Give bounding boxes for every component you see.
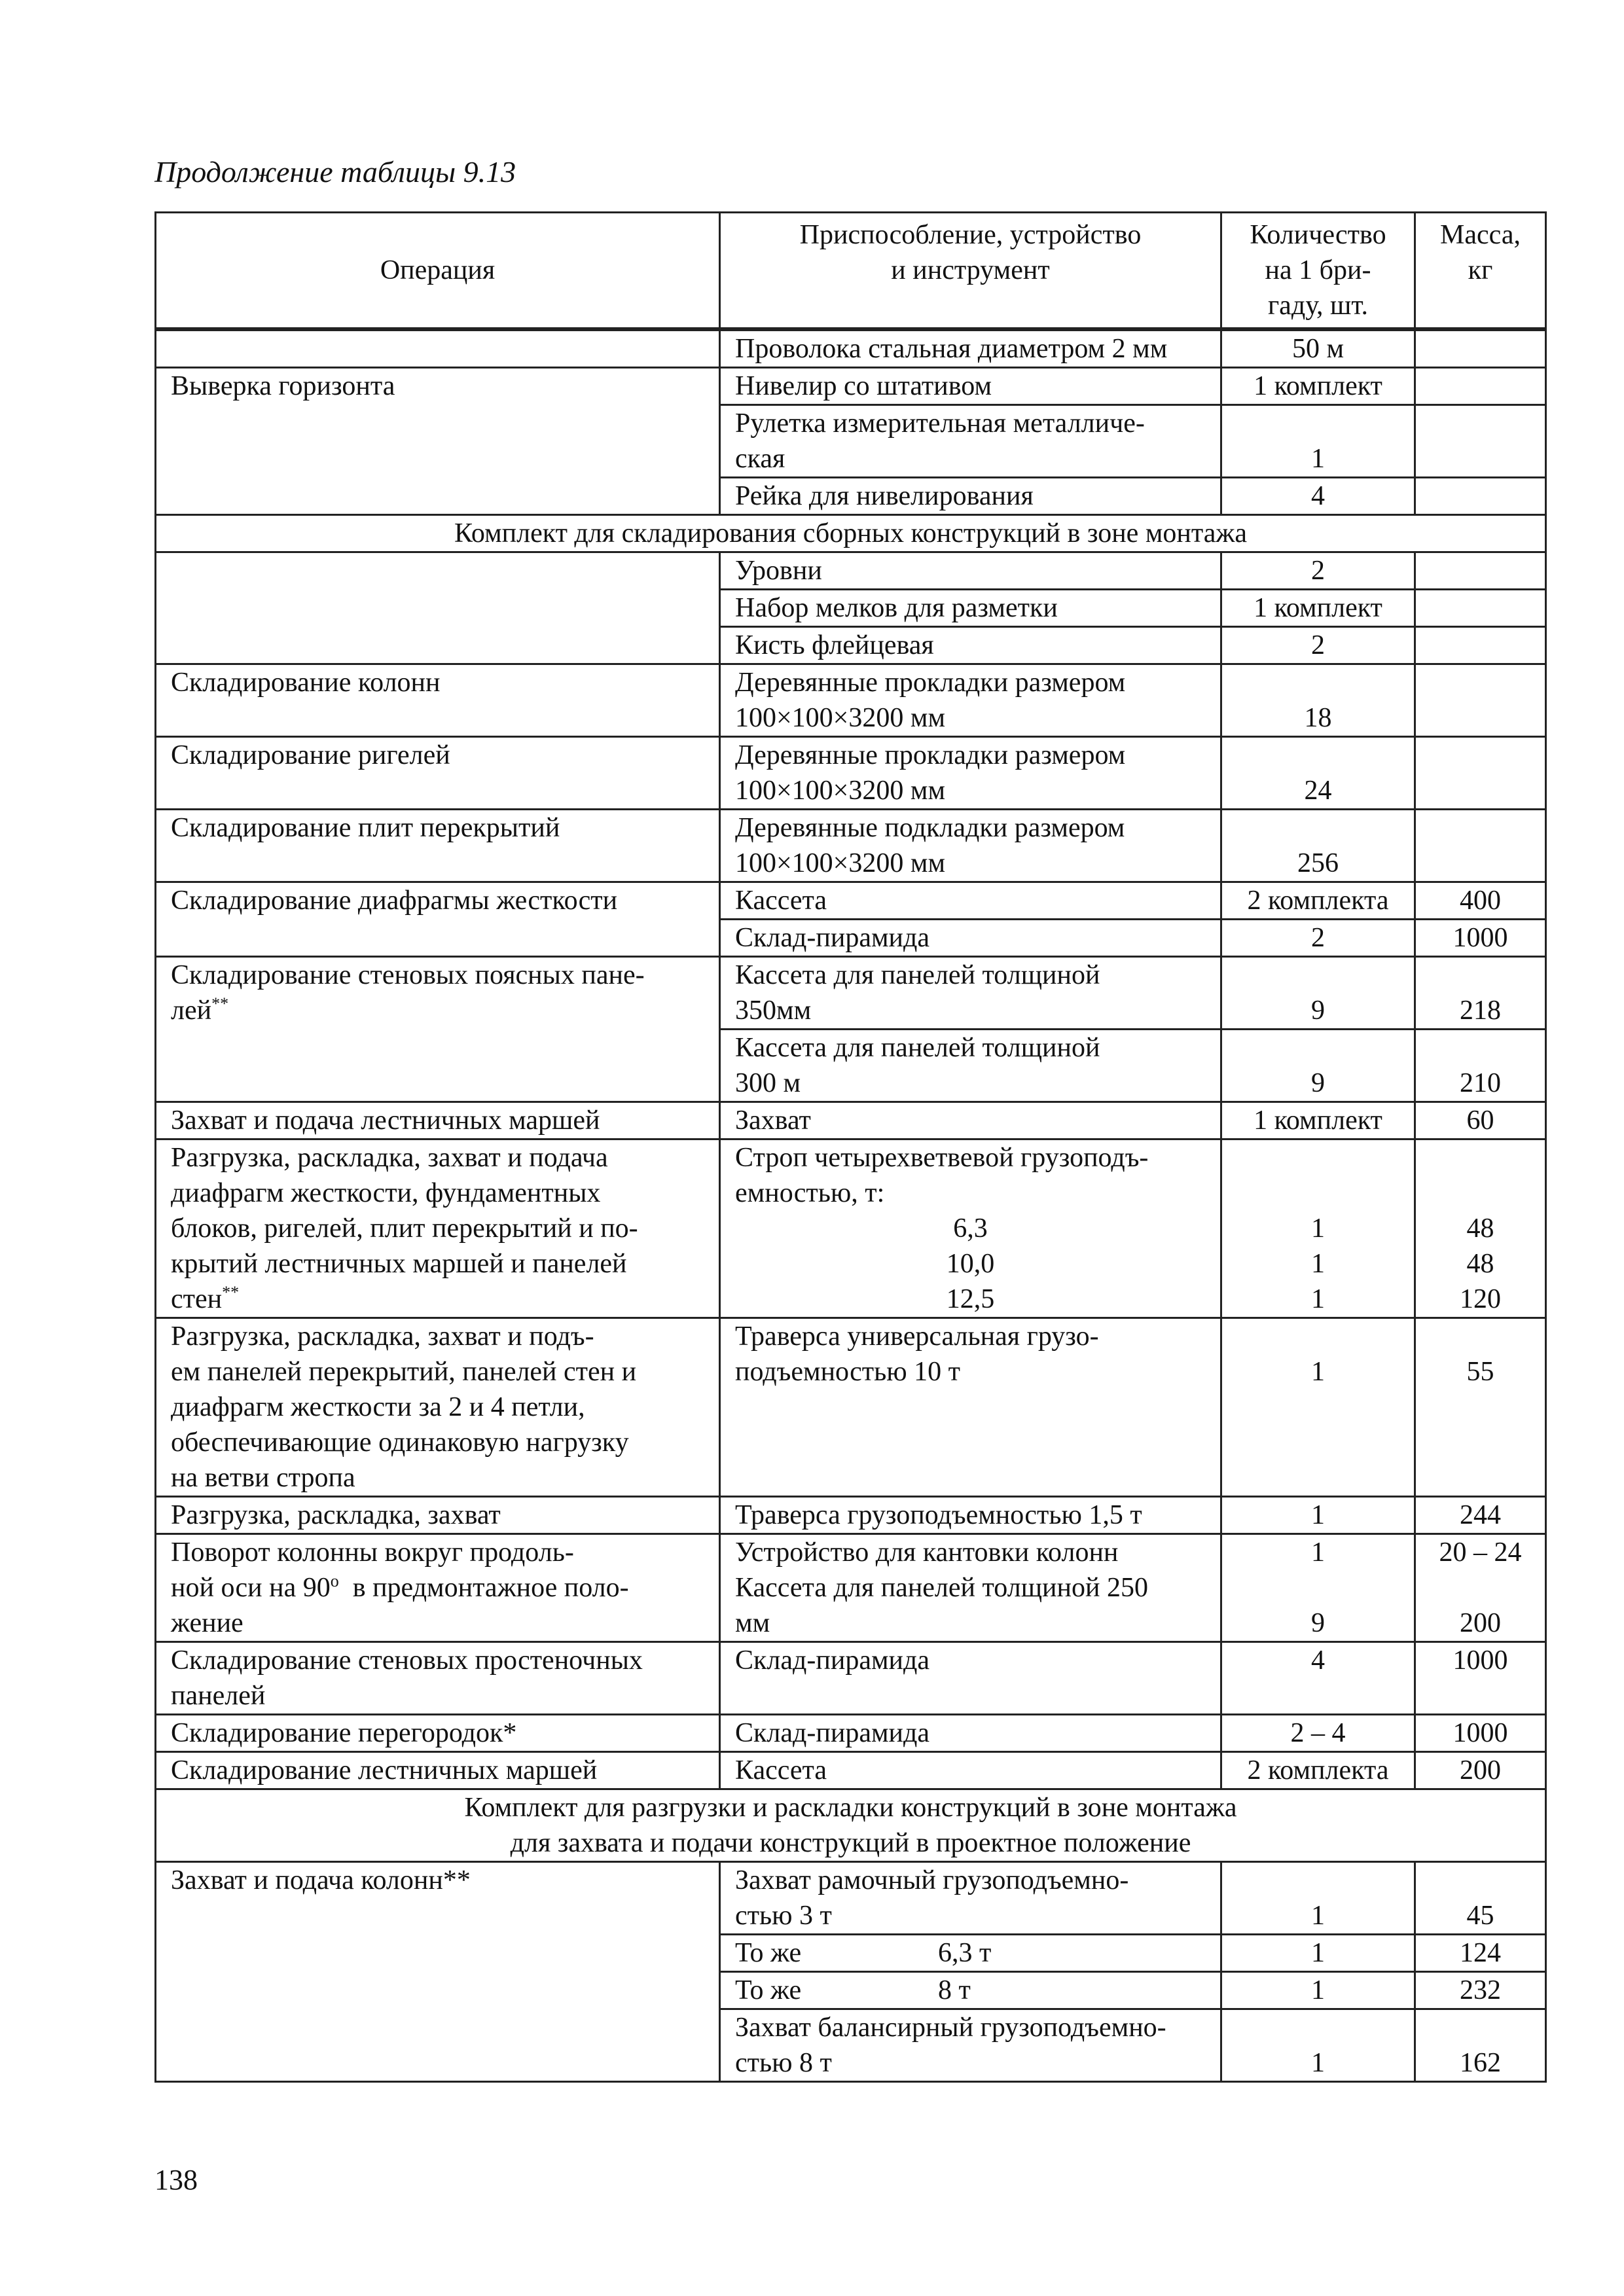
cell-quantity: 1 (1221, 1497, 1415, 1534)
cell-quantity: 1 комплект (1221, 1102, 1415, 1139)
cell-operation: Складирование лестничных маршей (156, 1752, 720, 1789)
mass-value: 55 (1466, 1357, 1494, 1387)
quantity-value: 1 (1311, 1249, 1325, 1279)
table-row (156, 1752, 1546, 1789)
cell-operation: Складирование перегородок* (156, 1715, 720, 1752)
cell-device (720, 1862, 1221, 1935)
header-quantity-line: Количество (1250, 220, 1386, 250)
cell-operation-line: обеспечивающие одинаковую нагрузку (171, 1427, 629, 1458)
page-number: 138 (154, 2164, 198, 2196)
table-row (156, 1102, 1546, 1139)
cell-mass: 400 (1415, 882, 1546, 920)
cell-mass: 124 (1415, 1935, 1546, 1972)
cell-mass: 162 (1415, 2009, 1546, 2082)
cell-device-line: 100×100×3200 мм (735, 848, 946, 878)
quantity-spacer (1236, 1570, 1399, 1605)
capacity-value: 10,0 (946, 1249, 995, 1279)
cell-device: Склад-пирамида (720, 1715, 1221, 1752)
cell-device (720, 1972, 1221, 2009)
table-row (156, 1318, 1546, 1497)
table-row (156, 1534, 1546, 1642)
footnote-mark: ** (211, 994, 229, 1013)
cell-mass: 232 (1415, 1972, 1546, 2009)
cell-device: Проволока стальная диаметром 2 мм (720, 329, 1221, 368)
cell-quantity: 1 (1221, 1972, 1415, 2009)
header-mass-line: Масса, (1440, 220, 1521, 250)
cell-mass (1415, 664, 1546, 737)
cell-device (720, 2009, 1221, 2082)
cell-quantity: 2 (1221, 552, 1415, 590)
device-text: То же (735, 1975, 802, 2005)
cell-mass: 210 (1415, 1030, 1546, 1102)
cell-quantity: 4 (1221, 478, 1415, 515)
cell-quantity: 9 (1221, 1030, 1415, 1102)
cell-operation-line: крытий лестничных маршей и панелей (171, 1249, 627, 1279)
cell-operation-line: жение (171, 1608, 244, 1638)
cell-mass: 1000 (1415, 1715, 1546, 1752)
cell-quantity: 2 (1221, 627, 1415, 664)
cell-operation-line (171, 993, 704, 1028)
cell-quantity: 1 комплект (1221, 368, 1415, 405)
header-device (720, 213, 1221, 330)
cell-mass (1415, 329, 1546, 368)
cell-device-line: 100×100×3200 мм (735, 776, 946, 806)
operation-text: ной оси на 90 (171, 1573, 331, 1603)
cell-operation: Складирование ригелей (156, 737, 720, 810)
quantity-spacer (1236, 1319, 1399, 1354)
cell-device: Рейка для нивелирования (720, 478, 1221, 515)
cell-device (720, 405, 1221, 478)
cell-quantity: 2 (1221, 920, 1415, 957)
cell-device (720, 957, 1221, 1030)
cell-operation-line (171, 1570, 704, 1605)
cell-mass (1415, 627, 1546, 664)
cell-mass (1415, 368, 1546, 405)
cell-device-line: подъемностью 10 т (735, 1357, 960, 1387)
cell-mass: 200 (1415, 1752, 1546, 1789)
cell-mass: 60 (1415, 1102, 1546, 1139)
cell-device-line: стью 3 т (735, 1901, 832, 1931)
cell-mass (1415, 1318, 1546, 1497)
header-device-line: и инструмент (891, 255, 1050, 285)
table-row (156, 329, 1546, 368)
mass-value: 200 (1460, 1608, 1501, 1638)
cell-operation-line: Разгрузка, раскладка, захват и подача (171, 1143, 608, 1173)
cell-operation-line: Разгрузка, раскладка, захват и подъ- (171, 1321, 594, 1352)
cell-quantity: 1 (1221, 2009, 1415, 2082)
cell-device (720, 664, 1221, 737)
header-device-line: Приспособление, устройство (799, 220, 1142, 250)
cell-device (720, 1534, 1221, 1642)
cell-mass (1415, 590, 1546, 627)
cell-mass (1415, 1534, 1546, 1642)
cell-device (720, 1030, 1221, 1102)
table-row (156, 664, 1546, 737)
section-row (156, 1789, 1546, 1862)
cell-quantity: 2 – 4 (1221, 1715, 1415, 1752)
header-operation: Операция (156, 213, 720, 330)
cell-mass (1415, 478, 1546, 515)
cell-quantity (1221, 1139, 1415, 1318)
cell-device-line: Кассета для панелей толщиной 250 (735, 1573, 1148, 1603)
section-title (156, 1789, 1546, 1862)
cell-operation-line: диафрагм жесткости за 2 и 4 петли, (171, 1392, 585, 1422)
cell-device: Захват (720, 1102, 1221, 1139)
header-mass-line: кг (1468, 255, 1493, 285)
header-quantity-line: на 1 бри- (1265, 255, 1371, 285)
table-row (156, 552, 1546, 590)
table-row (156, 1862, 1546, 1935)
capacity-value: 6,3 т (938, 1938, 992, 1968)
cell-operation-line: Складирование стеновых поясных пане- (171, 960, 645, 990)
operation-text: в предмонтажное поло- (352, 1573, 629, 1603)
mass-spacer (1430, 1570, 1530, 1605)
cell-operation (156, 552, 720, 664)
cell-quantity: 256 (1221, 810, 1415, 882)
cell-device: Склад-пирамида (720, 1642, 1221, 1715)
table-row (156, 1139, 1546, 1318)
quantity-value: 1 (1311, 1357, 1325, 1387)
table-row (156, 368, 1546, 405)
cell-quantity: 9 (1221, 957, 1415, 1030)
cell-device-line: ская (735, 444, 785, 474)
cell-operation-line: диафрагм жесткости, фундаментных (171, 1178, 601, 1208)
section-title-line: Комплект для разгрузки и раскладки конструкций в зоне монтажа (464, 1793, 1237, 1823)
cell-operation: Складирование плит перекрытий (156, 810, 720, 882)
cell-operation (156, 957, 720, 1102)
cell-quantity: 1 (1221, 405, 1415, 478)
equipment-table (154, 211, 1547, 2083)
table-row (156, 957, 1546, 1030)
cell-device-line: Кассета для панелей толщиной (735, 960, 1100, 990)
cell-device (720, 1935, 1221, 1972)
quantity-value: 1 (1311, 1213, 1325, 1244)
table-caption: Продолжение таблицы 9.13 (154, 155, 516, 188)
cell-device: Набор мелков для разметки (720, 590, 1221, 627)
cell-device-line: Строп четырехветвевой грузоподъ- (735, 1143, 1149, 1173)
cell-operation-line: ем панелей перекрытий, панелей стен и (171, 1357, 637, 1387)
table-header-row (156, 213, 1546, 330)
cell-device-line: Деревянные прокладки размером (735, 668, 1126, 698)
cell-mass (1415, 737, 1546, 810)
cell-device-line: Захват рамочный грузоподъемно- (735, 1865, 1129, 1895)
cell-operation-line: панелей (171, 1681, 266, 1711)
table-row (156, 1642, 1546, 1715)
header-mass (1415, 213, 1546, 330)
cell-mass: 45 (1415, 1862, 1546, 1935)
cell-device: Склад-пирамида (720, 920, 1221, 957)
cell-device (720, 810, 1221, 882)
cell-device-line: 100×100×3200 мм (735, 703, 946, 733)
cell-device (720, 1318, 1221, 1497)
cell-operation: Выверка горизонта (156, 368, 720, 515)
table-row (156, 882, 1546, 920)
quantity-value: 9 (1311, 1608, 1325, 1638)
header-quantity-line: гаду, шт. (1267, 291, 1369, 321)
cell-operation (156, 1318, 720, 1497)
cell-operation (156, 1139, 720, 1318)
cell-quantity: 2 комплекта (1221, 882, 1415, 920)
cell-operation-line: Поворот колонны вокруг продоль- (171, 1537, 574, 1568)
cell-quantity: 2 комплекта (1221, 1752, 1415, 1789)
cell-mass (1415, 1139, 1546, 1318)
cell-quantity: 1 (1221, 1862, 1415, 1935)
cell-device: Траверса грузоподъемностью 1,5 т (720, 1497, 1221, 1534)
cell-quantity: 1 комплект (1221, 590, 1415, 627)
table-row (156, 737, 1546, 810)
cell-device (720, 737, 1221, 810)
cell-device-line: Устройство для кантовки колонн (735, 1537, 1119, 1568)
cell-quantity: 50 м (1221, 329, 1415, 368)
cell-operation: Разгрузка, раскладка, захват (156, 1497, 720, 1534)
operation-text: стен (171, 1284, 223, 1314)
cell-operation (156, 1534, 720, 1642)
cell-quantity: 18 (1221, 664, 1415, 737)
table-row (156, 1715, 1546, 1752)
mass-value: 48 (1466, 1249, 1494, 1279)
cell-device (720, 1139, 1221, 1318)
quantity-value: 1 (1311, 1284, 1325, 1314)
cell-operation: Складирование диафрагмы жесткости (156, 882, 720, 957)
mass-spacer (1430, 1319, 1530, 1354)
cell-device-line: емностью, т: (735, 1178, 885, 1208)
cell-operation-line: на ветви стропа (171, 1463, 355, 1493)
degree-mark: о (330, 1571, 339, 1590)
header-quantity (1221, 213, 1415, 330)
cell-mass: 1000 (1415, 920, 1546, 957)
cell-device: Кисть флейцевая (720, 627, 1221, 664)
cell-device: Кассета (720, 882, 1221, 920)
mass-value: 120 (1460, 1284, 1501, 1314)
operation-text: лей (171, 996, 212, 1026)
capacity-value: 6,3 (953, 1213, 988, 1244)
cell-mass: 1000 (1415, 1642, 1546, 1715)
cell-device: Кассета (720, 1752, 1221, 1789)
cell-operation: Захват и подача колонн** (156, 1862, 720, 2082)
cell-mass (1415, 405, 1546, 478)
cell-operation-line: Складирование стеновых простеночных (171, 1645, 643, 1676)
cell-device-line: Деревянные прокладки размером (735, 740, 1126, 770)
section-row (156, 515, 1546, 552)
cell-quantity: 24 (1221, 737, 1415, 810)
cell-device-line: Деревянные подкладки размером (735, 813, 1125, 843)
cell-device-line: Рулетка измерительная металличе- (735, 408, 1145, 439)
cell-quantity (1221, 1318, 1415, 1497)
table-row (156, 1497, 1546, 1534)
device-text: То же (735, 1938, 802, 1968)
cell-quantity (1221, 1534, 1415, 1642)
cell-quantity: 4 (1221, 1642, 1415, 1715)
cell-operation: Захват и подача лестничных маршей (156, 1102, 720, 1139)
cell-quantity: 1 (1221, 1935, 1415, 1972)
cell-mass (1415, 552, 1546, 590)
cell-mass: 218 (1415, 957, 1546, 1030)
cell-operation-line (171, 1282, 704, 1317)
cell-device: Нивелир со штативом (720, 368, 1221, 405)
capacity-value: 12,5 (946, 1284, 995, 1314)
capacity-value: 8 т (938, 1975, 971, 2005)
mass-value: 20 – 24 (1439, 1537, 1522, 1568)
cell-device-line: мм (735, 1608, 770, 1638)
cell-device-line: стью 8 т (735, 2048, 832, 2078)
cell-mass (1415, 810, 1546, 882)
section-title-line: для захвата и подачи конструкций в проектное положение (510, 1828, 1191, 1858)
table-row (156, 810, 1546, 882)
cell-device: Уровни (720, 552, 1221, 590)
mass-value: 48 (1466, 1213, 1494, 1244)
cell-operation-line: блоков, ригелей, плит перекрытий и по- (171, 1213, 638, 1244)
cell-device-line: 300 м (735, 1068, 801, 1098)
cell-device-line: 350мм (735, 996, 812, 1026)
cell-device-line: Кассета для панелей толщиной (735, 1033, 1100, 1063)
cell-operation (156, 329, 720, 368)
cell-device-line: Захват балансирный грузоподъемно- (735, 2013, 1166, 2043)
footnote-mark: ** (222, 1283, 240, 1302)
cell-mass: 244 (1415, 1497, 1546, 1534)
quantity-value: 1 (1311, 1537, 1325, 1568)
cell-operation: Складирование колонн (156, 664, 720, 737)
cell-operation (156, 1642, 720, 1715)
cell-device-line: Траверса универсальная грузо- (735, 1321, 1099, 1352)
section-title: Комплект для складирования сборных конструкций в зоне монтажа (156, 515, 1546, 552)
